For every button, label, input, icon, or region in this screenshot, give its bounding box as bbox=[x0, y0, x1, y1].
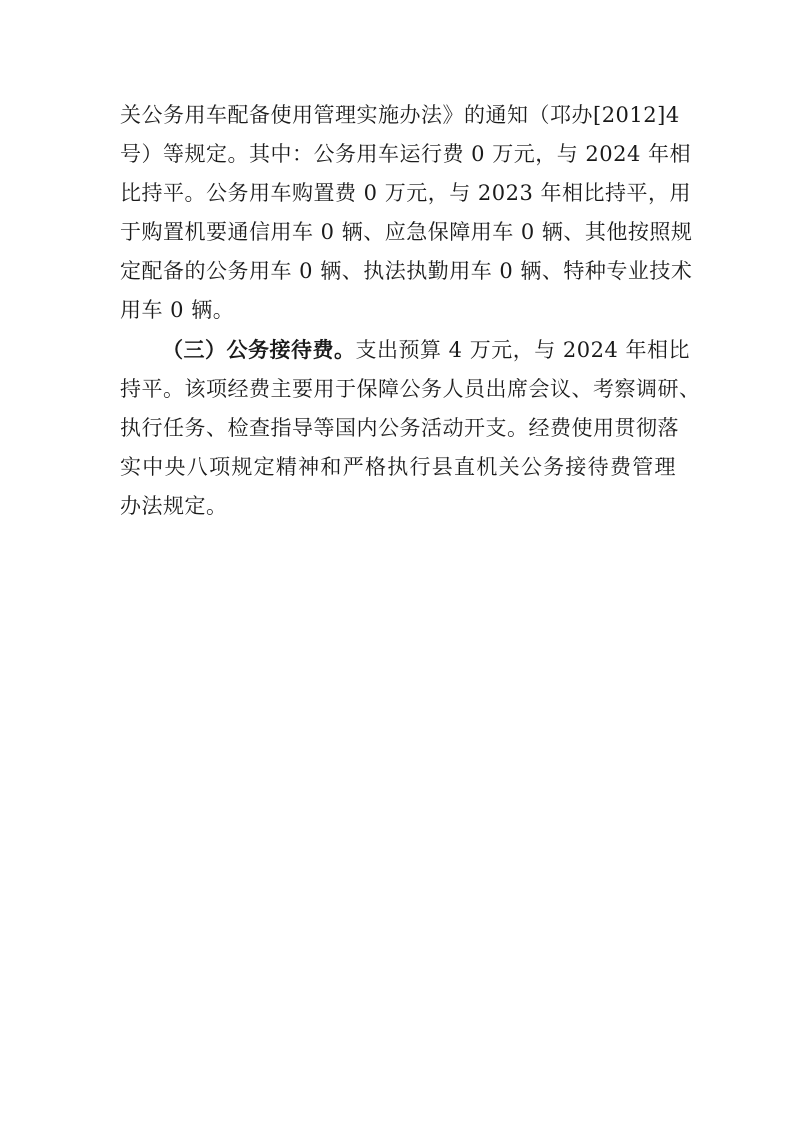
section-heading: （三）公务接待费。 bbox=[162, 337, 356, 362]
text-line: 定配备的公务用车 0 辆、执法执勤用车 0 辆、特种专业技术 bbox=[120, 259, 693, 283]
text-line: 实中央八项规定精神和严格执行县直机关公务接待费管理 bbox=[120, 455, 676, 479]
text-line: 执行任务、检查指导等国内公务活动开支。经费使用贯彻落 bbox=[120, 416, 679, 440]
text-line: 办法规定。 bbox=[120, 494, 228, 518]
paragraph-reception-costs bbox=[120, 330, 701, 526]
paragraph-vehicle-costs bbox=[120, 96, 693, 330]
text-run: 支出预算 4 万元，与 2024 年相比 bbox=[355, 338, 691, 362]
document-body bbox=[120, 96, 701, 526]
text-line: 用车 0 辆。 bbox=[120, 298, 235, 322]
text-line: 比持平。公务用车购置费 0 万元，与 2023 年相比持平，用 bbox=[120, 181, 692, 205]
text-line: 号）等规定。其中：公务用车运行费 0 万元，与 2024 年相 bbox=[120, 142, 692, 166]
text-line-first bbox=[120, 330, 691, 370]
text-line: 关公务用车配备使用管理实施办法》的通知（邛办[2012]4 bbox=[120, 103, 680, 127]
text-line: 持平。该项经费主要用于保障公务人员出席会议、考察调研、 bbox=[120, 377, 701, 401]
text-line: 于购置机要通信用车 0 辆、应急保障用车 0 辆、其他按照规 bbox=[120, 220, 693, 244]
